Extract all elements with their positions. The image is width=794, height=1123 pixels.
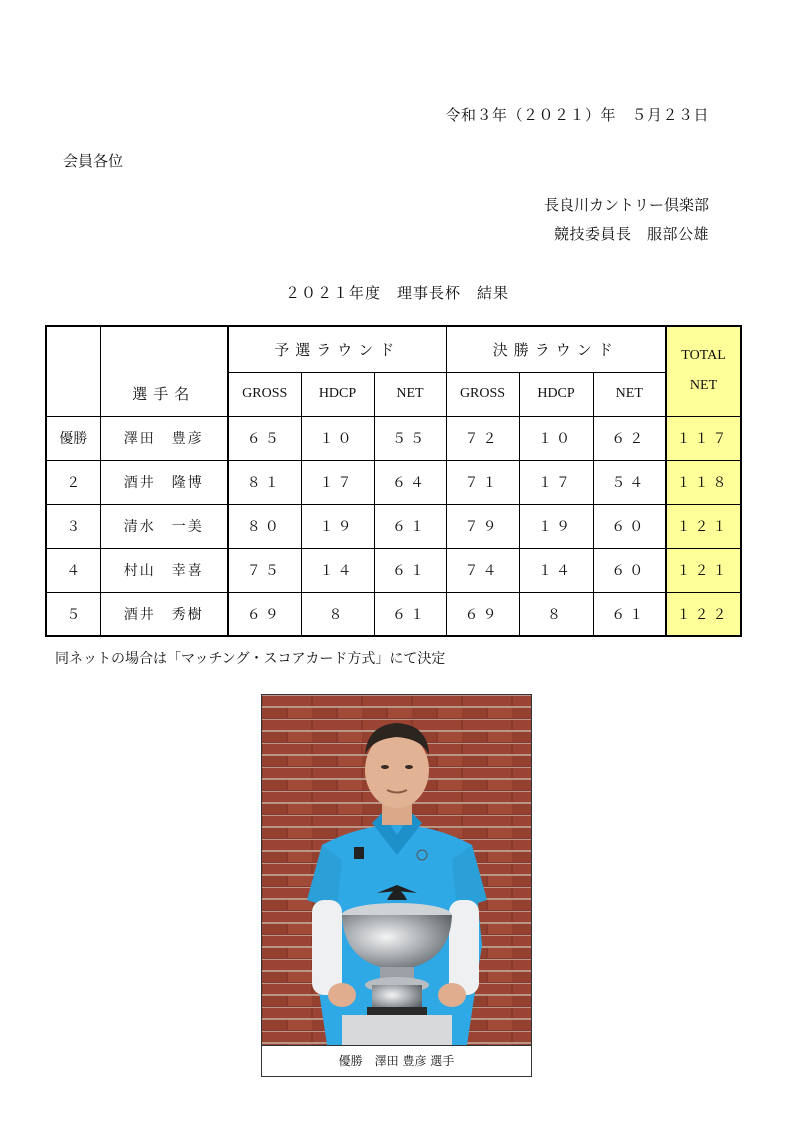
- table-row: [46, 548, 741, 592]
- q-hdcp-cell: １９: [301, 504, 374, 548]
- f-gross-cell: ６９: [446, 592, 519, 636]
- rank-cell: ５: [46, 592, 100, 636]
- rank-cell: ４: [46, 548, 100, 592]
- table-row: [46, 592, 741, 636]
- q-hdcp-header: HDCP: [301, 372, 374, 416]
- f-net-cell: ５４: [593, 460, 666, 504]
- total-header-bottom: NET: [689, 378, 718, 394]
- f-net-cell: ６０: [593, 504, 666, 548]
- player-name-cell: 村山 幸喜: [100, 548, 228, 592]
- total-net-cell: １１８: [666, 460, 741, 504]
- results-table: [45, 325, 742, 637]
- f-gross-cell: ７１: [446, 460, 519, 504]
- player-name-cell: 澤田 豊彦: [100, 416, 228, 460]
- q-gross-cell: ８０: [228, 504, 301, 548]
- final-header-label: 決勝ラウンド: [492, 340, 619, 359]
- player-name-cell: 清水 一美: [100, 504, 228, 548]
- total-net-cell: １１７: [666, 416, 741, 460]
- q-hdcp-cell: ８: [301, 592, 374, 636]
- f-net-header: NET: [593, 372, 666, 416]
- q-gross-cell: ６５: [228, 416, 301, 460]
- photo-caption: 優勝 澤田 豊彦 選手: [262, 1045, 531, 1077]
- sender-name: 競技委員長 服部公雄: [553, 225, 709, 243]
- winner-photo: [262, 695, 531, 1045]
- total-header-top: TOTAL: [681, 348, 726, 364]
- q-net-cell: ６４: [374, 460, 446, 504]
- f-hdcp-header: HDCP: [519, 372, 593, 416]
- player-name-cell: 酒井 隆博: [100, 460, 228, 504]
- f-hdcp-cell: １７: [519, 460, 593, 504]
- f-hdcp-cell: １９: [519, 504, 593, 548]
- total-net-cell: １２１: [666, 548, 741, 592]
- f-gross-cell: ７９: [446, 504, 519, 548]
- rank-header-cell: [46, 326, 100, 416]
- f-gross-cell: ７２: [446, 416, 519, 460]
- q-hdcp-cell: １０: [301, 416, 374, 460]
- table-row: [46, 504, 741, 548]
- q-hdcp-cell: １４: [301, 548, 374, 592]
- f-net-cell: ６０: [593, 548, 666, 592]
- f-hdcp-cell: １４: [519, 548, 593, 592]
- table-row: [46, 416, 741, 460]
- f-hdcp-cell: １０: [519, 416, 593, 460]
- rank-cell: ３: [46, 504, 100, 548]
- rank-cell: ２: [46, 460, 100, 504]
- f-net-cell: ６１: [593, 592, 666, 636]
- f-gross-cell: ７４: [446, 548, 519, 592]
- f-net-cell: ６２: [593, 416, 666, 460]
- winner-photo-frame: [261, 694, 532, 1077]
- q-net-cell: ６１: [374, 504, 446, 548]
- q-hdcp-cell: １７: [301, 460, 374, 504]
- player-header: [100, 326, 228, 416]
- q-net-cell: ６１: [374, 592, 446, 636]
- total-header: [666, 326, 741, 416]
- addressee: 会員各位: [63, 152, 124, 170]
- total-net-cell: １２１: [666, 504, 741, 548]
- q-gross-cell: ８１: [228, 460, 301, 504]
- f-gross-header: GROSS: [446, 372, 519, 416]
- q-net-cell: ６１: [374, 548, 446, 592]
- f-hdcp-cell: ８: [519, 592, 593, 636]
- table-row: [46, 460, 741, 504]
- qualifying-header-label: 予選ラウンド: [274, 340, 401, 359]
- final-header: [446, 326, 666, 372]
- total-net-cell: １２２: [666, 592, 741, 636]
- q-gross-cell: ６９: [228, 592, 301, 636]
- q-gross-header: GROSS: [228, 372, 301, 416]
- player-name-cell: 酒井 秀樹: [100, 592, 228, 636]
- player-header-label: 選手名: [132, 384, 196, 403]
- q-gross-cell: ７５: [228, 548, 301, 592]
- q-net-cell: ５５: [374, 416, 446, 460]
- document-title: ２０２１年度 理事長杯 結果: [284, 284, 509, 302]
- qualifying-header: [228, 326, 446, 372]
- rank-cell: 優勝: [46, 416, 100, 460]
- tie-break-note: 同ネットの場合は「マッチング・スコアカード方式」にて決定: [55, 651, 446, 667]
- q-net-header: NET: [374, 372, 446, 416]
- document-date: 令和３年（２０２１）年 ５月２３日: [445, 106, 709, 124]
- organization-name: 長良川カントリー倶楽部: [543, 196, 709, 214]
